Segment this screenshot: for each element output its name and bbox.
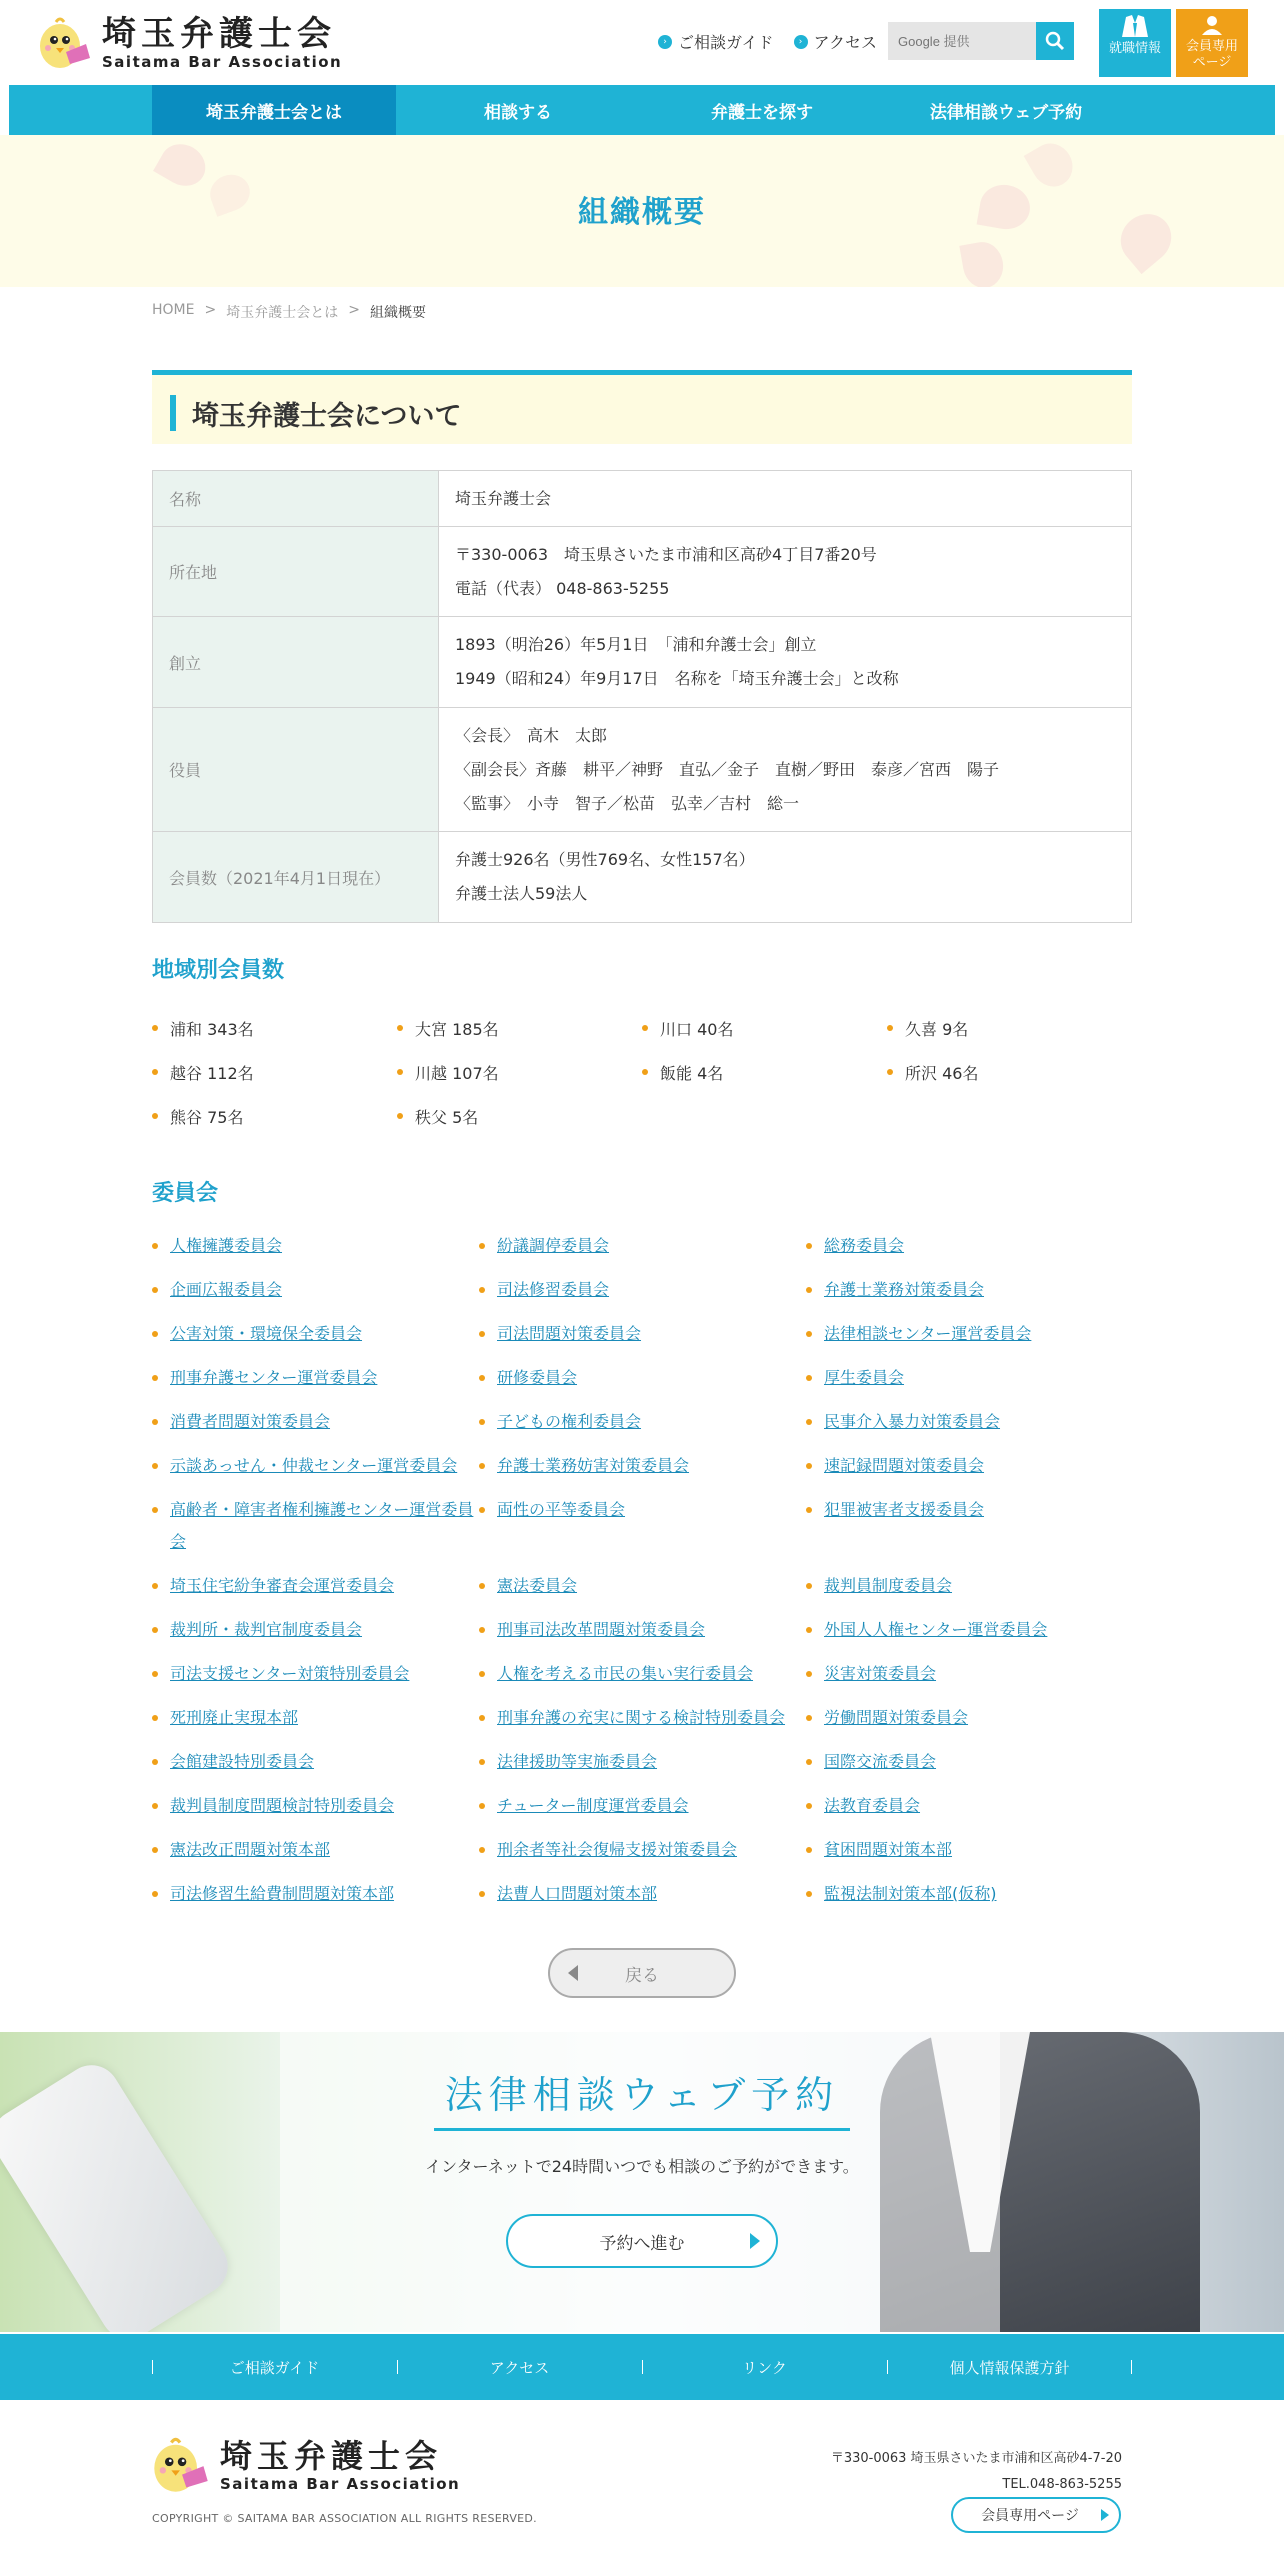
committee-link[interactable]: チューター制度運営委員会 — [497, 1796, 689, 1815]
breadcrumb — [152, 302, 426, 322]
committee-link[interactable]: 憲法改正問題対策本部 — [170, 1840, 331, 1859]
bullet-icon — [887, 1025, 893, 1031]
committee-link[interactable]: 速記録問題対策委員会 — [824, 1456, 985, 1475]
chevron-right-icon: › — [658, 35, 672, 49]
committee-item — [152, 1878, 479, 1910]
footer-member-label: 会員専用ページ — [981, 2508, 1079, 2524]
reserve-button[interactable] — [506, 2214, 778, 2268]
committee-item — [806, 1230, 1132, 1262]
bullet-icon — [479, 1507, 485, 1513]
web-booking-title: 法律相談ウェブ予約 — [444, 2073, 840, 2117]
site-search — [888, 22, 1074, 60]
nav-consult[interactable]: 相談する — [484, 102, 552, 123]
committee-item — [806, 1274, 1132, 1306]
row-line: 埼玉弁護士会 — [455, 488, 552, 508]
bullet-icon — [152, 1715, 158, 1721]
committee-item — [806, 1494, 1132, 1558]
committee-item — [479, 1274, 806, 1306]
bullet-icon — [152, 1627, 158, 1633]
user-icon — [1201, 15, 1223, 35]
bullet-icon — [152, 1243, 158, 1249]
region-item — [642, 1054, 887, 1090]
search-input[interactable] — [888, 22, 1036, 60]
row-value-members — [439, 832, 1132, 923]
bullet-icon — [806, 1507, 812, 1513]
bullet-icon — [479, 1375, 485, 1381]
footer-member-button[interactable] — [951, 2497, 1121, 2533]
committee-item — [479, 1658, 806, 1690]
committee-link[interactable]: 国際交流委員会 — [824, 1752, 937, 1771]
bullet-icon — [479, 1671, 485, 1677]
committee-link[interactable]: 司法修習生給費制問題対策本部 — [170, 1884, 395, 1903]
mascot-bird-icon — [150, 2434, 212, 2496]
section-heading-about — [152, 370, 1132, 444]
footer-logo[interactable] — [150, 2434, 460, 2496]
committee-item — [152, 1614, 479, 1646]
bullet-icon — [397, 1113, 403, 1119]
region-label: 浦和 343名 — [170, 1019, 254, 1039]
bullet-icon — [479, 1627, 485, 1633]
footer-link-privacy[interactable]: 個人情報保護方針 — [887, 2334, 1132, 2400]
region-label: 秩父 5名 — [415, 1107, 479, 1127]
regions-list — [152, 1010, 1132, 1134]
mascot-bird-icon — [36, 14, 94, 72]
region-item — [152, 1054, 397, 1090]
committee-link[interactable]: 会館建設特別委員会 — [170, 1752, 315, 1771]
back-button[interactable] — [548, 1948, 736, 1998]
footer-address-block — [831, 2446, 1122, 2498]
bullet-icon — [642, 1025, 648, 1031]
footer-tel: TEL.048-863-5255 — [1002, 2477, 1122, 2492]
petal-decoration — [153, 136, 213, 194]
committee-link[interactable]: 外国人人権センター運営委員会 — [824, 1620, 1048, 1639]
breadcrumb-home[interactable]: HOME — [152, 302, 195, 318]
committee-link[interactable]: 厚生委員会 — [824, 1368, 905, 1387]
organization-info-table — [152, 470, 1132, 923]
page-title: 組織概要 — [578, 195, 706, 230]
row-line: 〒330-0063 埼玉県さいたま市浦和区高砂4丁目7番20号 — [455, 544, 877, 564]
bullet-icon — [806, 1375, 812, 1381]
search-icon — [1045, 31, 1065, 51]
committee-item — [806, 1362, 1132, 1394]
committee-link[interactable]: 裁判員制度問題検討特別委員会 — [170, 1796, 395, 1815]
row-line: 〈会長〉 高木 太郎 — [455, 725, 608, 745]
header-link-guide[interactable] — [658, 30, 774, 53]
region-label: 熊谷 75名 — [170, 1107, 244, 1127]
arrow-right-icon — [1101, 2509, 1109, 2521]
committee-link[interactable]: 死刑廃止実現本部 — [170, 1708, 299, 1727]
bullet-icon — [479, 1331, 485, 1337]
bullet-icon — [806, 1331, 812, 1337]
committee-link[interactable]: 両性の平等委員会 — [497, 1500, 626, 1519]
committee-link[interactable]: 紛議調停委員会 — [497, 1236, 610, 1255]
row-label-officers: 役員 — [153, 708, 439, 832]
petal-decoration — [1024, 136, 1081, 194]
committee-item — [152, 1570, 479, 1602]
bullet-icon — [806, 1715, 812, 1721]
committee-link[interactable]: 示談あっせん・仲裁センター運営委員会 — [170, 1456, 458, 1475]
committee-link[interactable]: 法教育委員会 — [824, 1796, 921, 1815]
committee-link[interactable]: 人権擁護委員会 — [170, 1236, 283, 1255]
region-label: 川越 107名 — [415, 1063, 499, 1083]
committee-item — [479, 1494, 806, 1558]
committee-item — [806, 1658, 1132, 1690]
footer-link-guide[interactable]: ご相談ガイド — [152, 2334, 397, 2400]
committee-link[interactable]: 刑事弁護センター運営委員会 — [170, 1368, 378, 1387]
bullet-icon — [152, 1375, 158, 1381]
committee-item — [806, 1702, 1132, 1734]
bullet-icon — [806, 1463, 812, 1469]
committee-link[interactable]: 裁判員制度委員会 — [824, 1576, 953, 1595]
row-label-address: 所在地 — [153, 527, 439, 617]
committee-item — [479, 1450, 806, 1482]
web-booking-banner — [0, 2032, 1284, 2332]
job-info-button[interactable] — [1099, 9, 1171, 77]
bullet-icon — [152, 1759, 158, 1765]
bullet-icon — [479, 1715, 485, 1721]
region-item — [887, 1054, 1132, 1090]
site-logo[interactable] — [36, 12, 342, 74]
region-item — [397, 1098, 642, 1134]
bullet-icon — [152, 1113, 158, 1119]
bullet-icon — [479, 1847, 485, 1853]
committee-item — [479, 1318, 806, 1350]
committee-link[interactable]: 民事介入暴力対策委員会 — [824, 1412, 1001, 1431]
regions-heading: 地域別会員数 — [152, 958, 285, 983]
committee-link[interactable]: 弁護士業務対策委員会 — [824, 1280, 985, 1299]
bullet-icon — [887, 1069, 893, 1075]
committee-item — [152, 1494, 479, 1558]
bullet-icon — [397, 1069, 403, 1075]
table-row — [153, 832, 1132, 923]
footer-link-access[interactable]: アクセス — [397, 2334, 642, 2400]
committee-item — [479, 1834, 806, 1866]
committee-link[interactable]: 刑事弁護の充実に関する検討特別委員会 — [497, 1708, 786, 1727]
logo-en-text: Saitama Bar Association — [102, 53, 343, 71]
nav-web-booking[interactable]: 法律相談ウェブ予約 — [929, 102, 1083, 123]
back-label: 戻る — [625, 1965, 659, 1986]
bullet-icon — [479, 1419, 485, 1425]
committee-item — [479, 1746, 806, 1778]
copyright: COPYRIGHT © SAITAMA BAR ASSOCIATION ALL RIGHTS RESERVED. — [152, 2512, 537, 2525]
region-item — [642, 1010, 887, 1046]
region-label: 久喜 9名 — [905, 1019, 969, 1039]
region-label: 所沢 46名 — [905, 1063, 979, 1083]
reserve-label: 予約へ進む — [599, 2233, 685, 2254]
logo-jp-text: 埼玉弁護士会 — [102, 14, 336, 54]
petal-decoration — [959, 239, 1006, 287]
region-item — [397, 1054, 642, 1090]
committee-link[interactable]: 消費者問題対策委員会 — [170, 1412, 331, 1431]
committee-link[interactable]: 裁判所・裁判官制度委員会 — [170, 1620, 363, 1639]
footer-logo-en: Saitama Bar Association — [220, 2475, 461, 2493]
row-value-name — [439, 471, 1132, 527]
committee-item — [806, 1878, 1132, 1910]
footer-nav — [0, 2334, 1284, 2400]
row-line: 1949（昭和24）年9月17日 名称を「埼玉弁護士会」と改称 — [455, 669, 899, 688]
committee-link[interactable]: 司法支援センター対策特別委員会 — [170, 1664, 410, 1683]
committees-list — [152, 1230, 1132, 1910]
committee-item — [479, 1614, 806, 1646]
bullet-icon — [806, 1759, 812, 1765]
page-banner — [0, 135, 1284, 287]
breadcrumb-separator: > — [348, 302, 360, 318]
row-line: 弁護士法人59法人 — [455, 884, 588, 903]
bullet-icon — [642, 1069, 648, 1075]
committee-item — [479, 1406, 806, 1438]
committee-item — [479, 1702, 806, 1734]
bullet-icon — [152, 1463, 158, 1469]
job-info-label: 就職情報 — [1108, 41, 1161, 56]
member-label-1: 会員専用 — [1185, 39, 1238, 54]
committee-item — [806, 1614, 1132, 1646]
table-row — [153, 708, 1132, 832]
chevron-right-icon: › — [794, 35, 808, 49]
committee-item — [152, 1834, 479, 1866]
committee-item — [152, 1406, 479, 1438]
committee-item — [806, 1834, 1132, 1866]
committee-link[interactable]: 労働問題対策委員会 — [824, 1708, 969, 1727]
footer-logo-jp: 埼玉弁護士会 — [220, 2437, 443, 2475]
committee-link[interactable]: 監視法制対策本部(仮称) — [824, 1884, 997, 1903]
row-value-founded — [439, 617, 1132, 708]
header-link-guide-label: ご相談ガイド — [678, 33, 774, 52]
bullet-icon — [806, 1287, 812, 1293]
committee-link[interactable]: 公害対策・環境保全委員会 — [170, 1324, 363, 1343]
region-item — [397, 1010, 642, 1046]
bullet-icon — [806, 1419, 812, 1425]
search-button[interactable] — [1036, 22, 1074, 60]
breadcrumb-current: 組織概要 — [369, 305, 426, 321]
heading-accent-bar — [170, 395, 176, 431]
committee-link[interactable]: 法律援助等実施委員会 — [497, 1752, 658, 1771]
member-label-2: ページ — [1192, 55, 1232, 70]
bullet-icon — [397, 1025, 403, 1031]
committee-item — [479, 1790, 806, 1822]
committee-item — [152, 1702, 479, 1734]
region-item — [887, 1010, 1132, 1046]
committee-link[interactable]: 埼玉住宅紛争審査会運営委員会 — [170, 1576, 395, 1595]
bullet-icon — [479, 1287, 485, 1293]
committee-item — [479, 1570, 806, 1602]
committee-link[interactable]: 弁護士業務妨害対策委員会 — [497, 1456, 690, 1475]
bullet-icon — [152, 1507, 158, 1513]
bullet-icon — [479, 1759, 485, 1765]
region-label: 川口 40名 — [660, 1019, 734, 1039]
committees-heading: 委員会 — [152, 1181, 219, 1206]
bullet-icon — [152, 1025, 158, 1031]
bullet-icon — [806, 1627, 812, 1633]
committee-link[interactable]: 刑余者等社会復帰支援対策委員会 — [497, 1840, 738, 1859]
row-line: 電話（代表） 048-863-5255 — [455, 578, 670, 598]
committee-item — [806, 1318, 1132, 1350]
region-label: 飯能 4名 — [660, 1063, 724, 1083]
table-row — [153, 617, 1132, 708]
bullet-icon — [152, 1419, 158, 1425]
bullet-icon — [152, 1891, 158, 1897]
committee-link[interactable]: 貧困問題対策本部 — [824, 1840, 953, 1859]
row-label-founded: 創立 — [153, 617, 439, 708]
committee-item — [479, 1362, 806, 1394]
committee-link[interactable]: 子どもの権利委員会 — [497, 1412, 642, 1431]
row-line: 1893（明治26）年5月1日 「浦和弁護士会」創立 — [455, 635, 817, 654]
bullet-icon — [479, 1243, 485, 1249]
bullet-icon — [152, 1069, 158, 1075]
bullet-icon — [479, 1891, 485, 1897]
committee-link[interactable]: 企画広報委員会 — [170, 1280, 283, 1299]
header-link-access[interactable] — [794, 30, 878, 53]
committee-item — [152, 1274, 479, 1306]
bullet-icon — [152, 1847, 158, 1853]
bullet-icon — [152, 1331, 158, 1337]
section-heading-text: 埼玉弁護士会について — [192, 401, 462, 432]
member-page-button[interactable] — [1176, 9, 1248, 77]
title-underline — [434, 2128, 850, 2131]
committee-link[interactable]: 刑事司法改革問題対策委員会 — [497, 1620, 706, 1639]
bullet-icon — [806, 1243, 812, 1249]
committee-item — [806, 1790, 1132, 1822]
global-nav — [9, 85, 1275, 135]
bullet-icon — [479, 1803, 485, 1809]
committee-link[interactable]: 総務委員会 — [824, 1236, 905, 1255]
committee-item — [152, 1450, 479, 1482]
breadcrumb-separator: > — [204, 302, 217, 318]
committee-item — [152, 1318, 479, 1350]
nav-find-lawyer[interactable]: 弁護士を探す — [711, 102, 813, 123]
footer-address: 〒330-0063 埼玉県さいたま市浦和区高砂4-7-20 — [830, 2451, 1122, 2466]
row-line: 弁護士926名（男性769名、女性157名） — [455, 850, 755, 869]
bullet-icon — [806, 1891, 812, 1897]
row-label-members: 会員数（2021年4月1日現在） — [153, 832, 439, 923]
suit-icon — [1122, 15, 1148, 37]
row-value-officers — [439, 708, 1132, 832]
committee-link[interactable]: 法曹人口問題対策本部 — [497, 1884, 658, 1903]
committee-link[interactable]: 高齢者・障害者権利擁護センター運営委員会 — [170, 1500, 474, 1551]
committee-item — [152, 1230, 479, 1262]
row-line: 〈監事〉 小寺 智子／松苗 弘幸／吉村 総一 — [455, 793, 800, 813]
committee-item — [806, 1406, 1132, 1438]
committee-item — [806, 1570, 1132, 1602]
table-row — [153, 527, 1132, 617]
row-label-name: 名称 — [153, 471, 439, 527]
committee-item — [152, 1362, 479, 1394]
committee-item — [152, 1658, 479, 1690]
arrow-left-icon — [568, 1965, 578, 1981]
bullet-icon — [806, 1803, 812, 1809]
row-line: 〈副会長〉斉藤 耕平／神野 直弘／金子 直樹／野田 泰彦／宮西 陽子 — [455, 759, 1000, 779]
site-header — [0, 0, 1284, 84]
committee-link[interactable]: 研修委員会 — [497, 1368, 578, 1387]
region-item — [152, 1010, 397, 1046]
committee-link[interactable]: 人権を考える市民の集い実行委員会 — [497, 1664, 754, 1683]
footer-link-links[interactable]: リンク — [642, 2334, 887, 2400]
breadcrumb-about[interactable]: 埼玉弁護士会とは — [226, 305, 339, 321]
bullet-icon — [806, 1847, 812, 1853]
bullet-icon — [806, 1583, 812, 1589]
committee-item — [152, 1746, 479, 1778]
committee-item — [152, 1790, 479, 1822]
committee-link[interactable]: 司法問題対策委員会 — [497, 1324, 642, 1343]
header-link-access-label: アクセス — [813, 33, 878, 52]
committee-link[interactable]: 災害対策委員会 — [824, 1664, 937, 1683]
nav-about[interactable]: 埼玉弁護士会とは — [152, 85, 396, 135]
committee-item — [479, 1230, 806, 1262]
committee-item — [806, 1746, 1132, 1778]
bullet-icon — [479, 1583, 485, 1589]
bullet-icon — [152, 1803, 158, 1809]
arrow-right-icon — [750, 2233, 760, 2249]
bullet-icon — [806, 1671, 812, 1677]
row-value-address — [439, 527, 1132, 617]
region-item — [152, 1098, 397, 1134]
region-label: 越谷 112名 — [170, 1063, 254, 1083]
committee-item — [479, 1878, 806, 1910]
committee-link[interactable]: 司法修習委員会 — [497, 1280, 610, 1299]
committee-link[interactable]: 憲法委員会 — [497, 1576, 578, 1595]
web-booking-text: インターネットで24時間いつでも相談のご予約ができます。 — [425, 2157, 859, 2176]
committee-link[interactable]: 法律相談センター運営委員会 — [824, 1324, 1032, 1343]
committee-item — [806, 1450, 1132, 1482]
bullet-icon — [152, 1287, 158, 1293]
committee-link[interactable]: 犯罪被害者支援委員会 — [824, 1500, 985, 1519]
bullet-icon — [152, 1583, 158, 1589]
region-label: 大宮 185名 — [415, 1019, 499, 1039]
bullet-icon — [479, 1463, 485, 1469]
table-row — [153, 471, 1132, 527]
bullet-icon — [152, 1671, 158, 1677]
